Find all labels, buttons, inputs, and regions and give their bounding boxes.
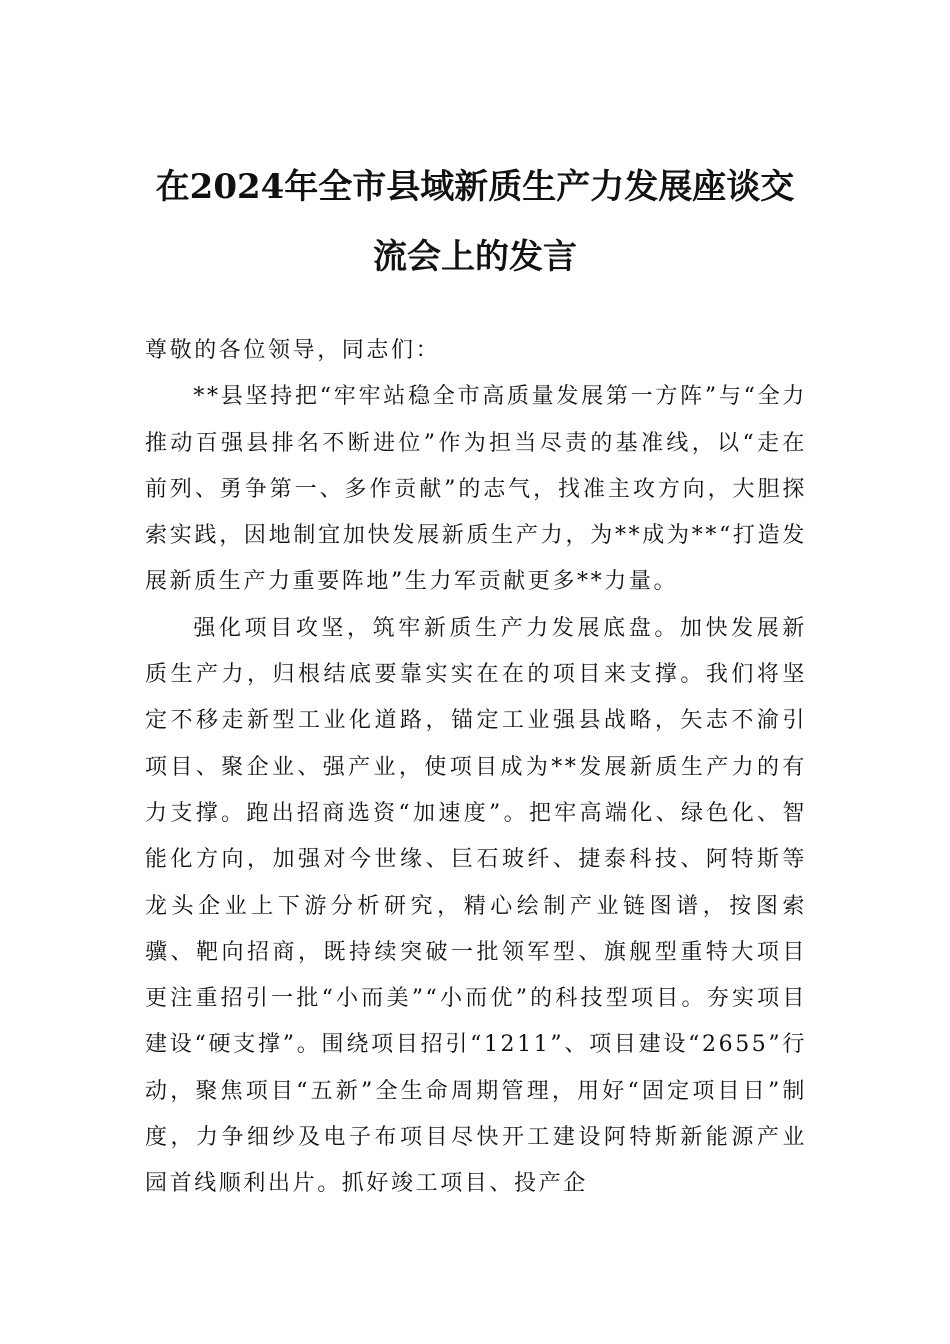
paragraph-project: 强化项目攻坚，筑牢新质生产力发展底盘。加快发展新质生产力，归根结底要靠实实在在的项目来支撑。我们将坚定不移走新型工业化道路，锚定工业强县战略，矢志不渝引项目、聚企业、强产业，使项目成为**发展新质生产力的有力支撑。跑出招商选资“加速度”。把牢高端化、绿色化、智能化方向，加强对今世缘、巨石玻纤、捷泰科技、阿特斯等龙头企业上下游分析研究，精心绘制产业链图谱，按图索骥、靶向招商，既持续突破一批领军型、旗舰型重特大项目更注重招引一批“小而美”“小而优”的科技型项目。夯实项目建设“硬支撑”。围绕项目招引“1211”、项目建设“2655”行动，聚焦项目“五新”全生命周期管理，用好“固定项目日”制度，力争细纱及电子布项目尽快开工建设阿特斯新能源产业园首线顺利出片。抓好竣工项目、投产企 (145, 615, 807, 1197)
title-line-2: 流会上的发言 (373, 237, 577, 277)
salutation: 尊敬的各位领导，同志们： (145, 338, 441, 363)
title-line-1: 在2024年全市县域新质生产力发展座谈交 (155, 167, 795, 207)
paragraph-intro: **县坚持把“牢牢站稳全市高质量发展第一方阵”与“全力推动百强县排名不断进位”作为担当尽责的基准线，以“走在前列、勇争第一、多作贡献”的志气，找准主攻方向，大胆探索实践，因地制宜加快发展新质生产力，为**成为**“打造发展新质生产力重要阵地”生力军贡献更多**力量。 (145, 384, 807, 595)
document-title (140, 152, 810, 292)
document-body (145, 328, 807, 1208)
